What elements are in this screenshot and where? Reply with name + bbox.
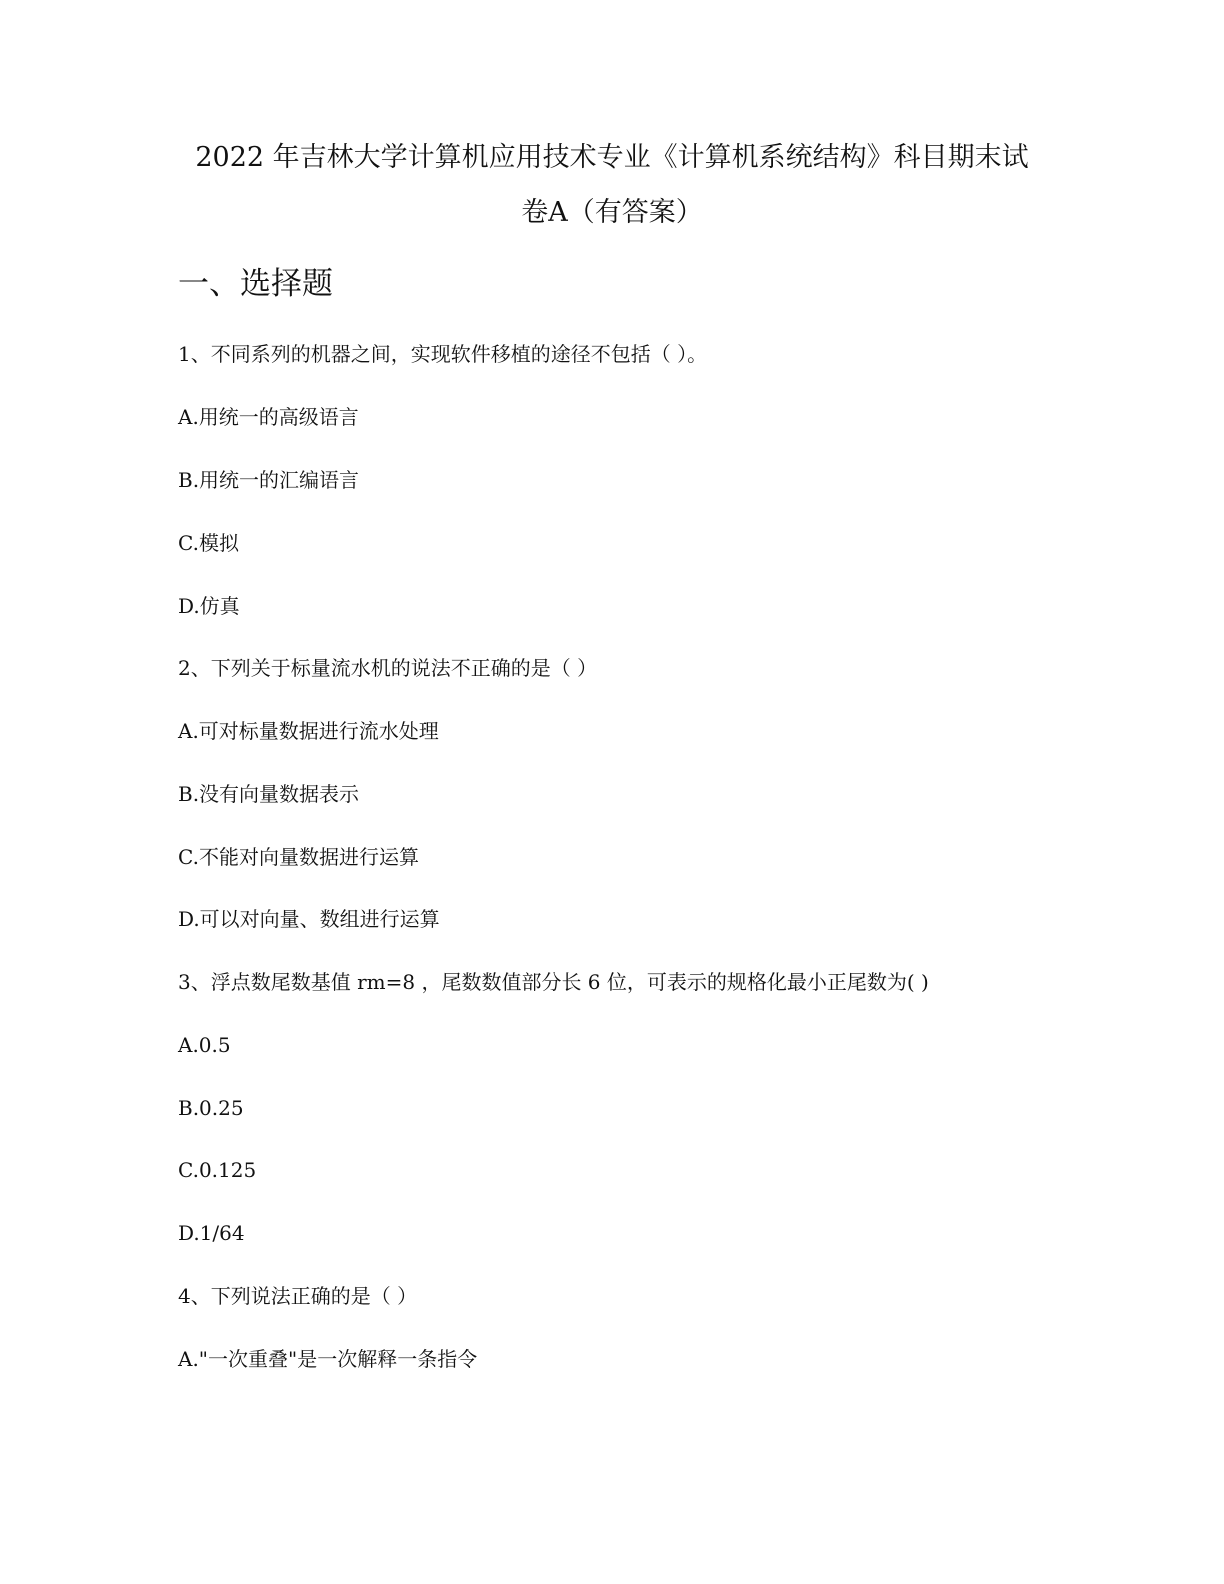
question-2-option-b: B.没有向量数据表示: [178, 782, 360, 806]
question-3-text: 3、浮点数尾数基值 rm=8 ，尾数数值部分长 6 位，可表示的规格化最小正尾数为( ): [178, 970, 929, 994]
question-1-text: 1、不同系列的机器之间，实现软件移植的途径不包括（ ）。: [178, 342, 708, 366]
question-2-text: 2、下列关于标量流水机的说法不正确的是（ ）: [178, 656, 598, 680]
question-2-option-a: A.可对标量数据进行流水处理: [178, 719, 439, 743]
document-title-line-2: 卷A（有答案）: [521, 197, 703, 228]
question-1-option-b: B.用统一的汇编语言: [178, 468, 360, 492]
question-2-option-d: D.可以对向量、数组进行运算: [178, 907, 440, 931]
question-1-option-c: C.模拟: [178, 531, 239, 555]
question-3-option-a: A.0.5: [178, 1033, 231, 1057]
section-heading: 一、选择题: [178, 266, 333, 302]
question-3-option-c: C.0.125: [178, 1158, 257, 1182]
question-4-text: 4、下列说法正确的是（ ）: [178, 1284, 418, 1308]
question-1-option-d: D.仿真: [178, 594, 240, 618]
question-1-option-a: A.用统一的高级语言: [178, 405, 359, 429]
document-title-line-1: 2022 年吉林大学计算机应用技术专业《计算机系统结构》科目期末试: [195, 142, 1029, 173]
question-3-option-b: B.0.25: [178, 1096, 244, 1120]
question-2-option-c: C.不能对向量数据进行运算: [178, 845, 419, 869]
question-3-option-d: D.1/64: [178, 1221, 245, 1245]
question-4-option-a: A."一次重叠"是一次解释一条指令: [178, 1347, 478, 1371]
